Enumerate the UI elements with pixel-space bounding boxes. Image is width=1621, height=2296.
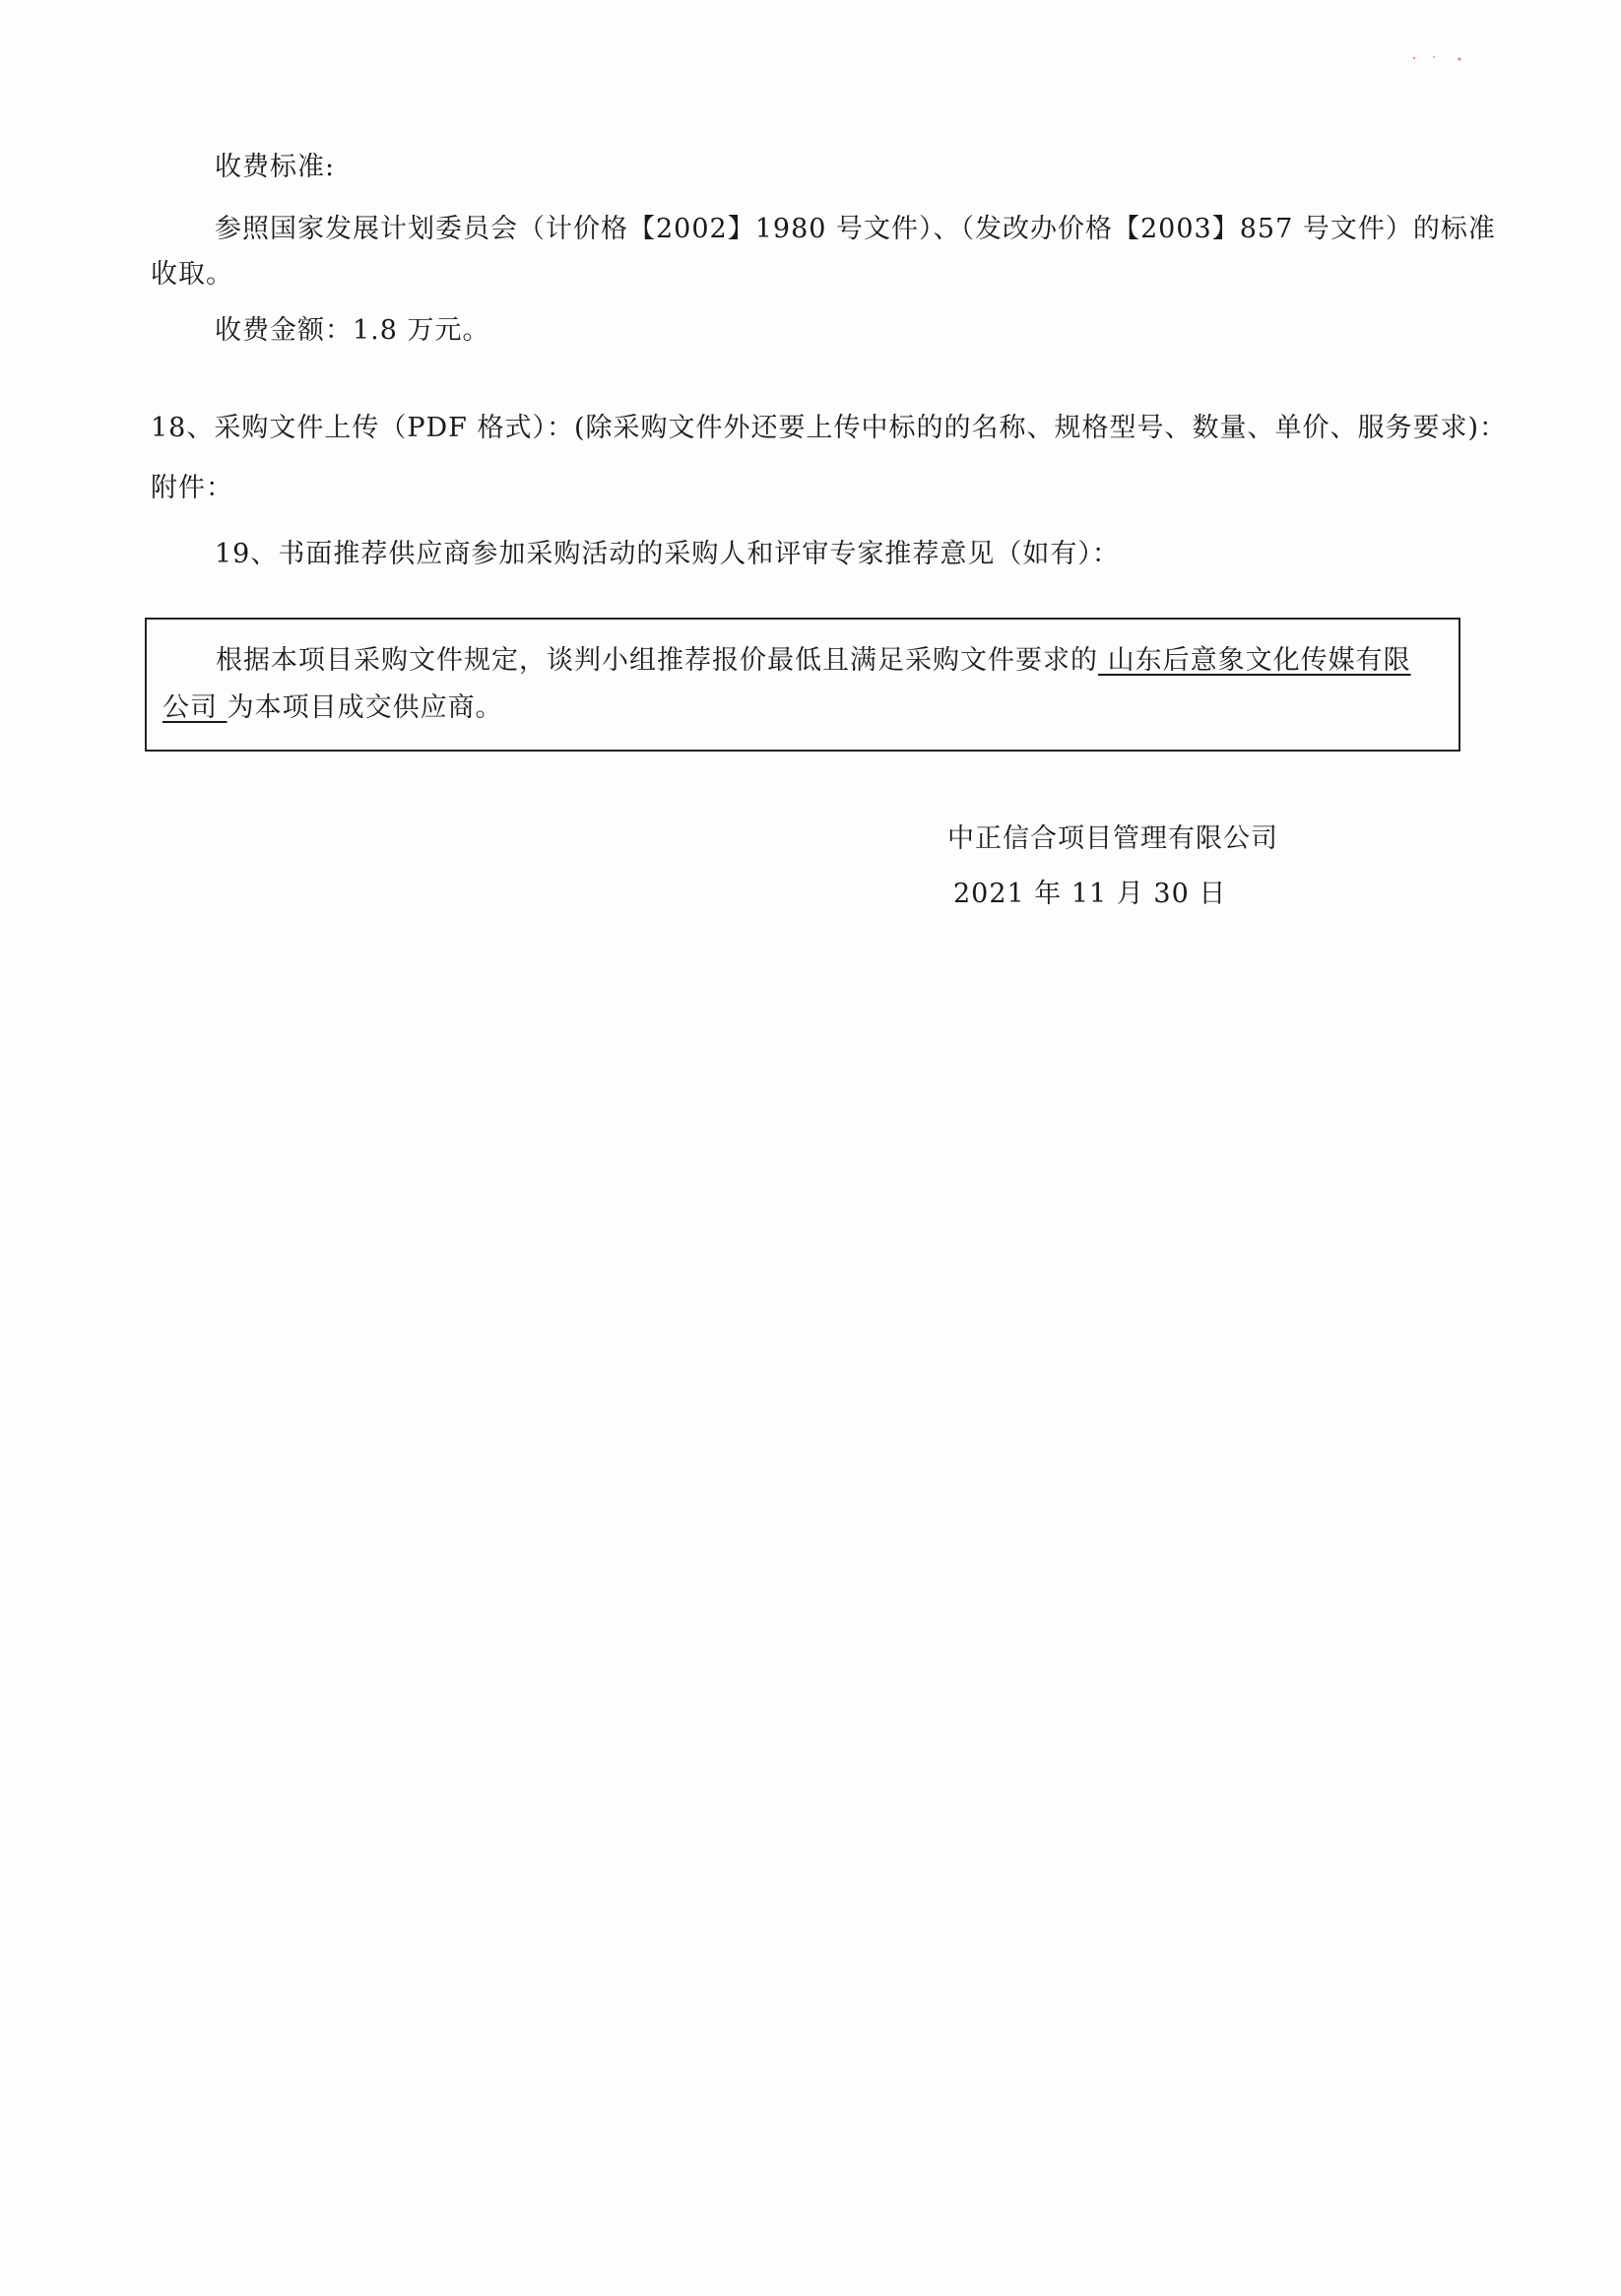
signing-organization: 中正信合项目管理有限公司 xyxy=(947,823,1278,854)
recommendation-line-1 xyxy=(216,643,1411,679)
recommendation-box xyxy=(145,618,1460,752)
item-19-recommendation-heading: 19、书面推荐供应商参加采购活动的采购人和评审专家推荐意见（如有）： xyxy=(215,539,1120,569)
fee-basis-line-1: 参照国家发展计划委员会（计价格【2002】1980 号文件）、（发改办价格【2003】857 号文件）的标准 xyxy=(215,214,1496,244)
fee-standard-label: 收费标准: xyxy=(215,152,336,182)
fee-amount: 收费金额：1.8 万元。 xyxy=(215,315,490,346)
fee-basis-line-2: 收取。 xyxy=(151,259,233,290)
scan-artifact-mark xyxy=(1408,54,1467,62)
signing-date: 2021 年 11 月 30 日 xyxy=(953,879,1227,909)
recommendation-line-2 xyxy=(162,690,503,726)
recommendation-prefix: 根据本项目采购文件规定，谈判小组推荐报价最低且满足采购文件要求的 xyxy=(216,645,1098,676)
winning-company-name-part-1: 山东后意象文化传媒有限 xyxy=(1098,645,1411,676)
item-18-upload-instruction: 18、采购文件上传（PDF 格式）：(除采购文件外还要上传中标的的名称、规格型号、数量、单价、服务要求)： xyxy=(151,413,1508,443)
attachment-label: 附件： xyxy=(151,473,233,503)
recommendation-suffix: 为本项目成交供应商。 xyxy=(227,692,503,723)
winning-company-name-part-2: 公司 xyxy=(162,692,227,723)
